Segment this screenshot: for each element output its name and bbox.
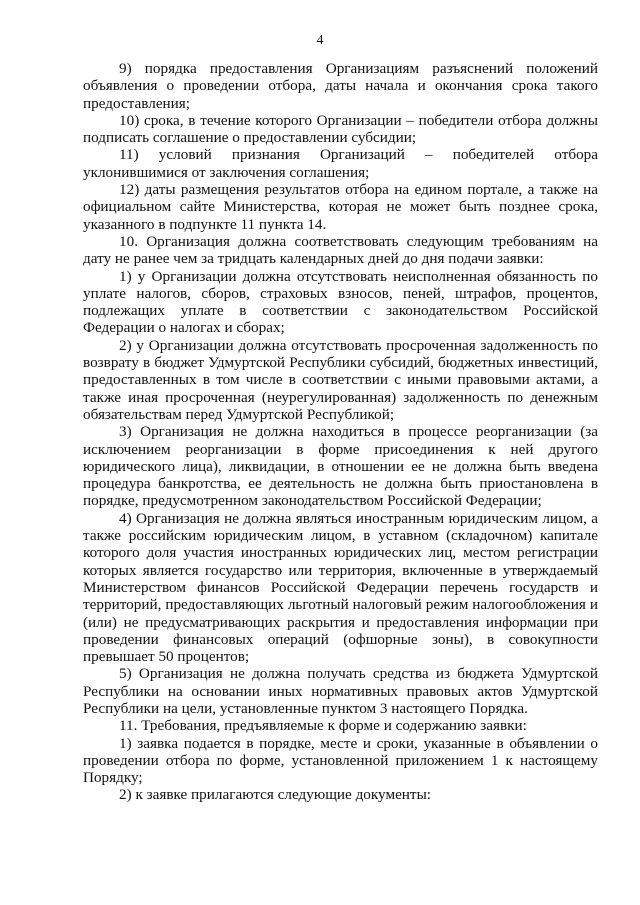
paragraph-requirement-4-foreign-entity: 4) Организация не должна являться иностранным юридическим лицом, а также российским юридическим лицом, в уставном (складочном) капитале которого доля участия иностранных юридических лиц, местом регистрации которых является государство или территория, включенные в утверждаемый Министерством финансов Российской Федерации перечень государств и территорий, предоставляющих льготный налоговый режим налогообложения и (или) не предусматривающих раскрытия и предоставления информации при проведении финансовых операций (офшорные зоны), в совокупности превышает 50 процентов; [83, 509, 598, 666]
page-number: 4 [316, 33, 324, 48]
paragraph-requirement-3-reorganization: 3) Организация не должна находиться в процессе реорганизации (за исключением реорганизации в форме присоединения к ней другого юридического лица), ликвидации, в отношении ее не должна быть введена процедура банкротства, ее деятельность не должна быть приостановлена в порядке, предусмотренном законодательством Российской Федерации; [83, 423, 598, 510]
paragraph-item-12-results-publication: 12) даты размещения результатов отбора на едином портале, а также на официальном сайте Министерства, которая не может быть позднее срока, указанного в подпункте 11 пункта 14. [83, 181, 598, 233]
paragraph-application-2-documents: 2) к заявке прилагаются следующие документы: [119, 786, 431, 804]
paragraph-item-11-evasion-conditions: 11) условий признания Организаций – победителей отбора уклонившимися от заключения соглашения; [83, 146, 598, 181]
paragraph-requirement-1-taxes: 1) у Организации должна отсутствовать неисполненная обязанность по уплате налогов, сборов, страховых взносов, пеней, штрафов, процентов, подлежащих уплате в соответствии с законодательством Российской Федерации о налогах и сборах; [83, 267, 598, 337]
paragraph-clause-11-application-form: 11. Требования, предъявляемые к форме и содержанию заявки: [119, 717, 527, 735]
document-body [83, 60, 598, 804]
paragraph-item-9-clarifications: 9) порядка предоставления Организациям разъяснений положений объявления о проведении отбора, даты начала и окончания срока такого предоставления; [83, 60, 598, 112]
paragraph-requirement-5-other-funds: 5) Организация не должна получать средства из бюджета Удмуртской Республики на основании иных нормативных правовых актов Удмуртской Республики на цели, установленные пунктом 3 настоящего Порядка. [83, 665, 598, 717]
paragraph-application-1-submission: 1) заявка подается в порядке, месте и сроки, указанные в объявлении о проведении отбора по форме, установленной приложением 1 к настоящему Порядку; [83, 734, 598, 787]
paragraph-item-10-agreement-deadline: 10) срока, в течение которого Организации – победители отбора должны подписать соглашение о предоставлении субсидии; [83, 111, 598, 147]
paragraph-requirement-2-debts: 2) у Организации должна отсутствовать просроченная задолженность по возврату в бюджет Удмуртской Республики субсидий, бюджетных инвестиций, предоставленных в том числе в соответствии с иными правовыми актами, а также иная просроченная (неурегулированная) задолженность по денежным обязательствам перед Удмуртской Республикой; [83, 336, 598, 423]
paragraph-clause-10-requirements: 10. Организация должна соответствовать следующим требованиям на дату не ранее чем за тридцать календарных дней до дня подачи заявки: [83, 232, 598, 268]
